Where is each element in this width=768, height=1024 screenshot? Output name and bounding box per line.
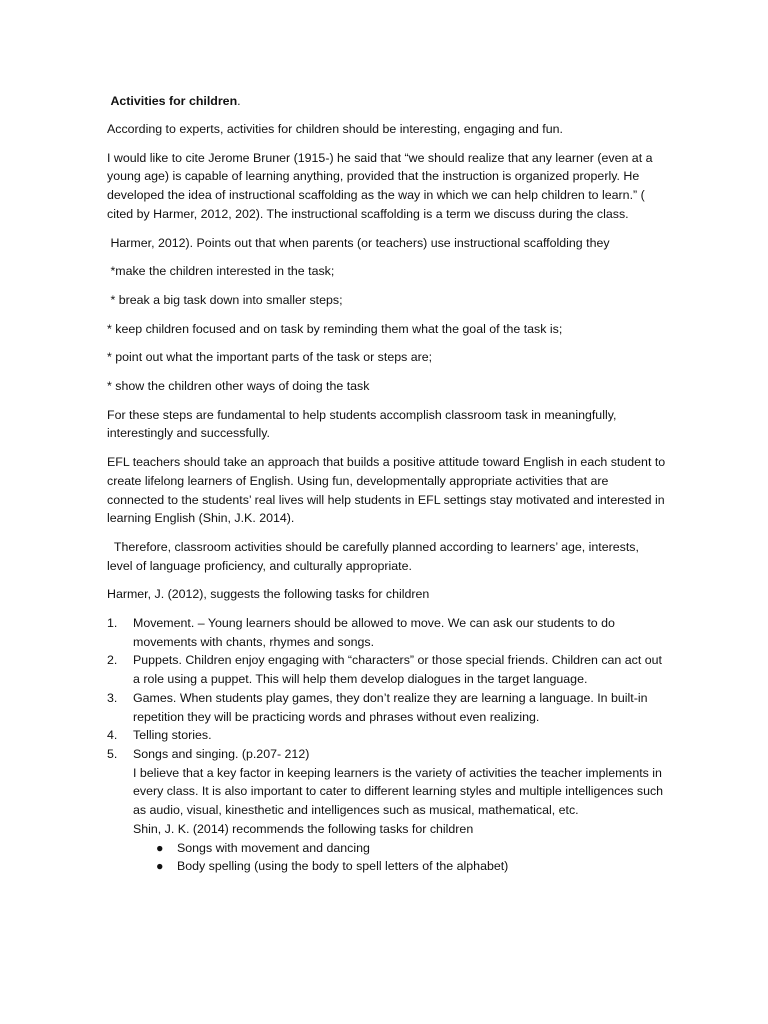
list-item-text: Puppets. Children enjoy engaging with “characters” or those special friends. Children can act out a role using a puppet. This will help them develop dialogues in the target language. — [133, 653, 662, 687]
list-item — [133, 839, 667, 858]
paragraph-variety-of-activities: I believe that a key factor in keeping learners is the variety of activities the teacher implements in every class. It is also important to cater to different learning styles and multiple intelligences such as audio, visual, kinesthetic and intelligences such as musical, mathematical, etc. — [133, 765, 664, 818]
paragraph-intro: According to experts, activities for children should be interesting, engaging and fun. — [107, 122, 563, 136]
list-item-text: Movement. – Young learners should be allowed to move. We can ask our students to do movements with chants, rhymes and songs. — [133, 616, 615, 649]
list-number: 4. — [107, 728, 118, 743]
paragraph-shin-intro: Shin, J. K. (2014) recommends the following tasks for children — [133, 821, 474, 836]
scaffolding-point-other-ways: * show the children other ways of doing the task — [107, 379, 370, 394]
list-item-text: Body spelling (using the body to spell letters of the alphabet) — [177, 859, 509, 874]
scaffolding-point-focus: * keep children focused and on task by reminding them what the goal of the task is; — [107, 321, 563, 336]
paragraph-efl-teachers: EFL teachers should take an approach that builds a positive attitude toward English in each student to create lifelong learners of English. Using fun, developmentally appropriate activities that are connected to the students’ real lives will help students in EFL settings stay motivated and interested in learning English (Shin, J.K. 2014). — [107, 455, 666, 526]
title-text: Activities for children — [110, 94, 238, 108]
list-item-text: Songs and singing. (p.207- 212) — [133, 746, 310, 761]
list-item — [107, 745, 667, 764]
scaffolding-point-interest: *make the children interested in the task; — [107, 264, 335, 279]
scaffolding-point-important-parts: * point out what the important parts of the task or steps are; — [107, 350, 433, 365]
scaffolding-point-break-task: * break a big task down into smaller steps; — [107, 292, 343, 307]
list-item — [107, 614, 667, 651]
list-item — [107, 651, 667, 688]
document-title — [107, 92, 667, 110]
list-item — [133, 857, 667, 876]
bullet-icon: ● — [156, 840, 164, 855]
list-item — [107, 689, 667, 726]
list-item-text: Games. When students play games, they don’t realize they are learning a language. In built-in repetition they will be practicing words and phrases without even realizing. — [133, 690, 648, 724]
list-item-text: Songs with movement and dancing — [177, 840, 370, 855]
document-page — [107, 92, 667, 876]
harmer-task-list — [107, 614, 667, 764]
list-number: 2. — [107, 653, 118, 668]
paragraph-harmer-scaffolding: Harmer, 2012). Points out that when parents (or teachers) use instructional scaffolding they — [107, 235, 610, 250]
list-number: 3. — [107, 690, 118, 705]
paragraph-harmer-tasks-intro: Harmer, J. (2012), suggests the following tasks for children — [107, 587, 430, 602]
paragraph-fundamental-steps: For these steps are fundamental to help students accomplish classroom task in meaningfully, interestingly and successfully. — [107, 407, 617, 441]
list-number: 5. — [107, 746, 118, 761]
paragraph-bruner-quote: I would like to cite Jerome Bruner (1915-) he said that “we should realize that any learner (even at a young age) is capable of learning anything, provided that the instruction is organized properly. He developed the idea of instructional scaffolding as the way in which we can help children to learn.” ( cited by Harmer, 2012, 202). The instructional scaffolding is a term we discuss during the class. — [107, 150, 653, 221]
list-item-text: Telling stories. — [133, 728, 212, 743]
shin-task-list — [107, 839, 667, 876]
paragraph-therefore: Therefore, classroom activities should be carefully planned according to learners’ age, interests, level of language proficiency, and culturally appropriate. — [107, 539, 643, 573]
list-number: 1. — [107, 616, 118, 631]
title-period: . — [237, 94, 241, 108]
list-item — [107, 726, 667, 745]
bullet-icon: ● — [156, 859, 164, 874]
